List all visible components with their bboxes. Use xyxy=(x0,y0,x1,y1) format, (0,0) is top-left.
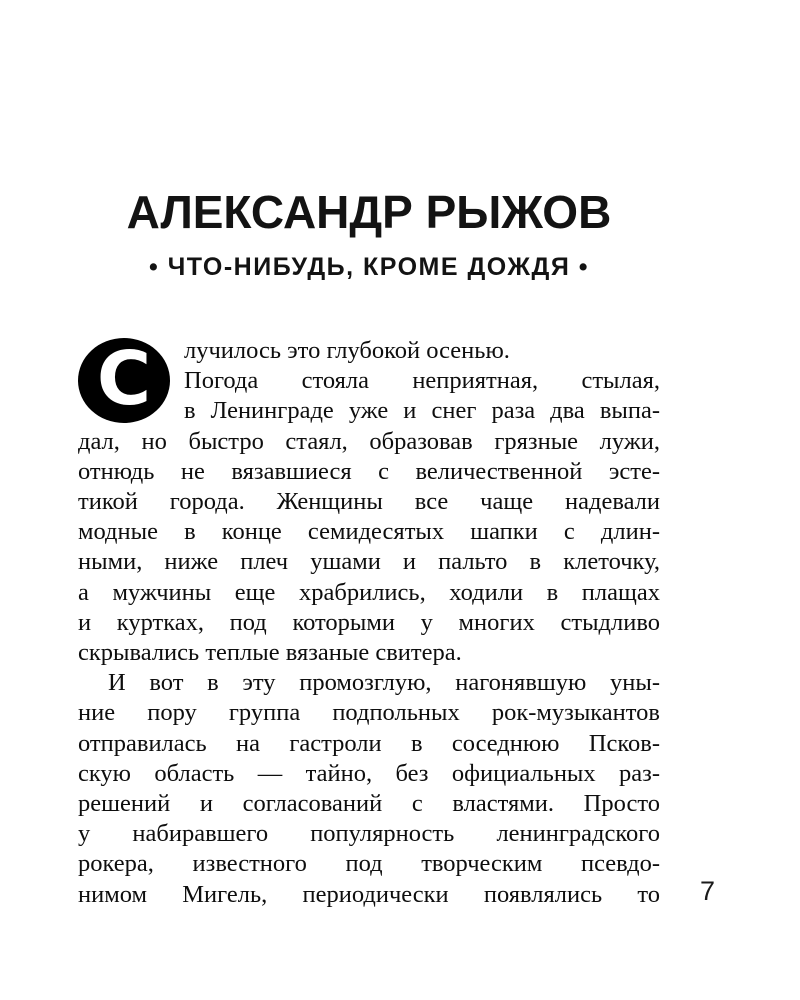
body-line: нимом Мигель, периодически появлялись то xyxy=(78,880,660,908)
body-line: дал, но быстро стаял, образовав грязные лужи, xyxy=(78,427,660,455)
body-line: скрывались теплые вязаные свитера. xyxy=(78,639,462,667)
body-line: Погода стояла неприятная, стылая, xyxy=(184,367,660,395)
body-line: рокера, известного под творческим псевдо- xyxy=(78,850,660,878)
body-line: а мужчины еще храбрились, ходили в плащах xyxy=(78,578,660,606)
body-line: ными, ниже плеч ушами и пальто в клеточку, xyxy=(78,548,660,576)
drop-cap-letter: С xyxy=(96,335,152,422)
story-title: • ЧТО-НИБУДЬ, КРОМЕ ДОЖДЯ • xyxy=(149,253,589,281)
body-line: тикой города. Женщины все чаще надевали xyxy=(78,488,660,516)
body-line: скую область — тайно, без официальных раз- xyxy=(78,759,660,787)
body-line: модные в конце семидесятых шапки с длин- xyxy=(78,518,660,546)
body-line: ние пору группа подпольных рок-музыкантов xyxy=(78,699,660,727)
body-line: отправилась на гастроли в соседнюю Псков- xyxy=(78,729,660,757)
body-line: И вот в эту промозглую, нагонявшую уны- xyxy=(108,669,660,697)
drop-cap-circle xyxy=(78,335,170,423)
body-line: и куртках, под которыми у многих стыдливо xyxy=(78,608,660,636)
body-line: отнюдь не вязавшиеся с величественной эсте- xyxy=(78,457,660,485)
body-line: решений и согласований с властями. Просто xyxy=(78,790,660,818)
body-line: в Ленинграде уже и снег раза два выпа- xyxy=(184,397,660,425)
page-number: 7 xyxy=(700,876,716,906)
body-line: лучилось это глубокой осенью. xyxy=(184,337,510,364)
author-name: АЛЕКСАНДР РЫЖОВ xyxy=(126,186,612,238)
body-text xyxy=(78,336,660,910)
body-line: у набиравшего популярность ленинградского xyxy=(78,820,660,848)
